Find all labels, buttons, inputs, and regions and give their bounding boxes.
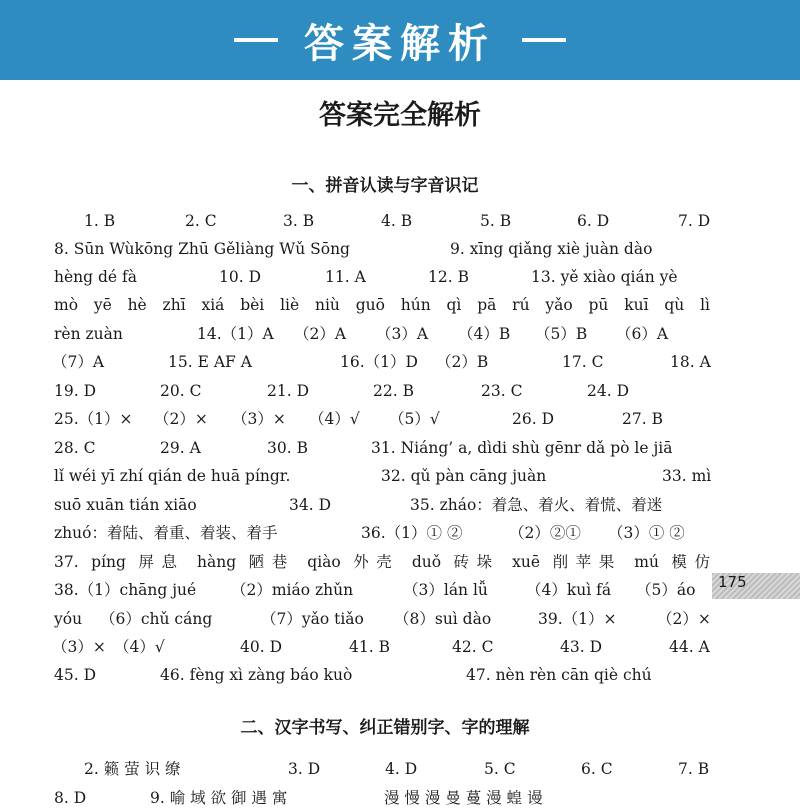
answer-item: 18. A — [670, 353, 711, 371]
banner-right-dash — [522, 38, 566, 42]
answer-line — [54, 235, 710, 263]
answer-item: 7. D — [678, 212, 711, 230]
answer-line — [54, 291, 710, 319]
answer-item: 11. A — [325, 268, 366, 286]
answer-item: 1. B — [84, 212, 116, 230]
answer-item: （6）chǔ cáng — [100, 610, 213, 628]
answer-item: （5）B — [535, 325, 588, 343]
answer-item: 9. 喻 域 欲 御 遇 寓 — [150, 789, 288, 807]
answer-line — [54, 661, 710, 689]
answer-item: （3）× — [232, 410, 286, 428]
answer-item: 6. D — [577, 212, 610, 230]
answer-item: （2）A — [294, 325, 347, 343]
answer-line — [54, 320, 710, 348]
answer-item: 23. C — [481, 382, 523, 400]
answer-item: yóu — [54, 610, 83, 628]
answer-item: （3）lán lǚ — [403, 581, 488, 599]
answer-line — [54, 491, 710, 519]
answer-line — [54, 263, 710, 291]
answer-item: 45. D — [54, 666, 97, 684]
answer-item: 4. D — [385, 760, 418, 778]
answer-item: 6. C — [581, 760, 613, 778]
answer-item: 26. D — [512, 410, 555, 428]
answer-item: 15. E AF A — [168, 353, 252, 371]
section-heading-pinyin: 一、拼音认读与字音识记 — [291, 176, 479, 196]
answer-line — [54, 605, 710, 633]
answer-item: 13. yě xiào qián yè — [531, 268, 678, 286]
answer-item: （2）B — [436, 353, 489, 371]
answer-item: 44. A — [669, 638, 710, 656]
answer-item: 4. B — [381, 212, 413, 230]
answer-item: 36.（1）① ② — [361, 524, 463, 542]
answer-item: 30. B — [267, 439, 308, 457]
answer-item: 20. C — [160, 382, 202, 400]
answer-item: 7. B — [678, 760, 710, 778]
answer-item: 12. B — [428, 268, 469, 286]
answer-item: 40. D — [240, 638, 283, 656]
answer-item: suō xuān tián xiāo — [54, 496, 197, 514]
answer-line — [54, 462, 710, 490]
answer-item: 3. B — [283, 212, 315, 230]
answer-item: 41. B — [349, 638, 390, 656]
answer-line — [54, 633, 710, 661]
answer-item: （5）áo — [636, 581, 696, 599]
answer-item: 27. B — [622, 410, 663, 428]
page-title: 答案完全解析 — [319, 100, 481, 131]
banner-left-dash — [234, 38, 278, 42]
answer-item: mò yē hè zhī xiá bèi liè niù guō hún qì pā rú yǎo pū kuī qù lì — [54, 296, 710, 314]
answer-item: （2）× — [657, 610, 711, 628]
answer-item: （3）× — [52, 638, 106, 656]
answer-item: 5. B — [480, 212, 512, 230]
answer-item: （4）√ — [114, 638, 165, 656]
answer-item: 42. C — [452, 638, 494, 656]
answer-item: 14.（1）A — [197, 325, 274, 343]
banner-title: 答案解析 — [304, 20, 496, 67]
answer-item: 43. D — [560, 638, 603, 656]
answer-item: zhuó：着陆、着重、着装、着手 — [54, 524, 278, 542]
answer-item: 37. píng 屏息 hàng 陋巷 qiào 外壳 duǒ 砖垛 xuē 削苹果 mú 模仿 — [54, 553, 710, 571]
answer-item: rèn zuàn — [54, 325, 123, 343]
answer-line — [54, 434, 710, 462]
answer-item: 21. D — [267, 382, 310, 400]
page-number: 175 — [718, 573, 747, 591]
answer-item: （4）B — [458, 325, 511, 343]
answer-item: 46. fèng xì zàng báo kuò — [160, 666, 353, 684]
answer-item: 2. 籁 萤 识 缭 — [84, 760, 181, 778]
answer-item: hèng dé fà — [54, 268, 137, 286]
answer-item: 8. Sūn Wùkōng Zhū Gěliàng Wǔ Sōng — [54, 240, 350, 258]
answer-line — [54, 548, 710, 576]
answer-line — [54, 405, 710, 433]
answer-item: （2）× — [154, 410, 208, 428]
answer-item: 漫 慢 漫 曼 蔓 漫 蝗 谩 — [384, 789, 543, 807]
answer-item: 17. C — [562, 353, 604, 371]
answer-line — [54, 784, 710, 812]
answer-item: 39.（1）× — [538, 610, 617, 628]
answer-item: 31. Niáng’ a, dìdi shù gēnr dǎ pò le jiā — [371, 439, 673, 457]
answer-item: （6）A — [616, 325, 669, 343]
answer-item: 35. zháo：着急、着火、着慌、着迷 — [410, 496, 663, 514]
answer-item: 38.（1）chāng jué — [54, 581, 197, 599]
answer-item: 32. qǔ pàn cāng juàn — [381, 467, 547, 485]
answer-item: （5）√ — [389, 410, 440, 428]
answer-item: 10. D — [219, 268, 262, 286]
answer-item: 2. C — [185, 212, 217, 230]
answer-line — [54, 377, 710, 405]
answer-item: 29. A — [160, 439, 201, 457]
answer-item: 3. D — [288, 760, 321, 778]
answer-line — [54, 576, 710, 604]
answer-item: （2）miáo zhǔn — [231, 581, 354, 599]
answer-item: 34. D — [289, 496, 332, 514]
answer-item: （3）① ② — [608, 524, 685, 542]
answer-item: （7）A — [52, 353, 105, 371]
answer-line — [54, 207, 710, 235]
answer-item: 24. D — [587, 382, 630, 400]
answer-item: 22. B — [373, 382, 414, 400]
answer-item: 5. C — [484, 760, 516, 778]
answer-line — [54, 348, 710, 376]
answer-item: 8. D — [54, 789, 87, 807]
answer-line — [54, 519, 710, 547]
section-heading-characters: 二、汉字书写、纠正错别字、字的理解 — [240, 718, 530, 738]
answer-item: （8）suì dào — [394, 610, 492, 628]
answer-item: （7）yǎo tiǎo — [261, 610, 364, 628]
answer-item: 19. D — [54, 382, 97, 400]
answer-item: 28. C — [54, 439, 96, 457]
answer-item: lǐ wéi yī zhí qián de huā píngr. — [54, 467, 291, 485]
answer-item: （4）kuì fá — [526, 581, 612, 599]
answer-item: 16.（1）D — [340, 353, 418, 371]
answer-item: 9. xīng qiǎng xiè juàn dào — [450, 240, 653, 258]
answer-item: （2）②① — [509, 524, 581, 542]
answer-item: 33. mì — [662, 467, 712, 485]
answer-item: （3）A — [376, 325, 429, 343]
answer-item: （4）√ — [309, 410, 360, 428]
answer-item: 25.（1）× — [54, 410, 133, 428]
answer-line — [54, 755, 710, 783]
answer-item: 47. nèn rèn cān qiè chú — [466, 666, 652, 684]
header-banner — [0, 0, 800, 80]
